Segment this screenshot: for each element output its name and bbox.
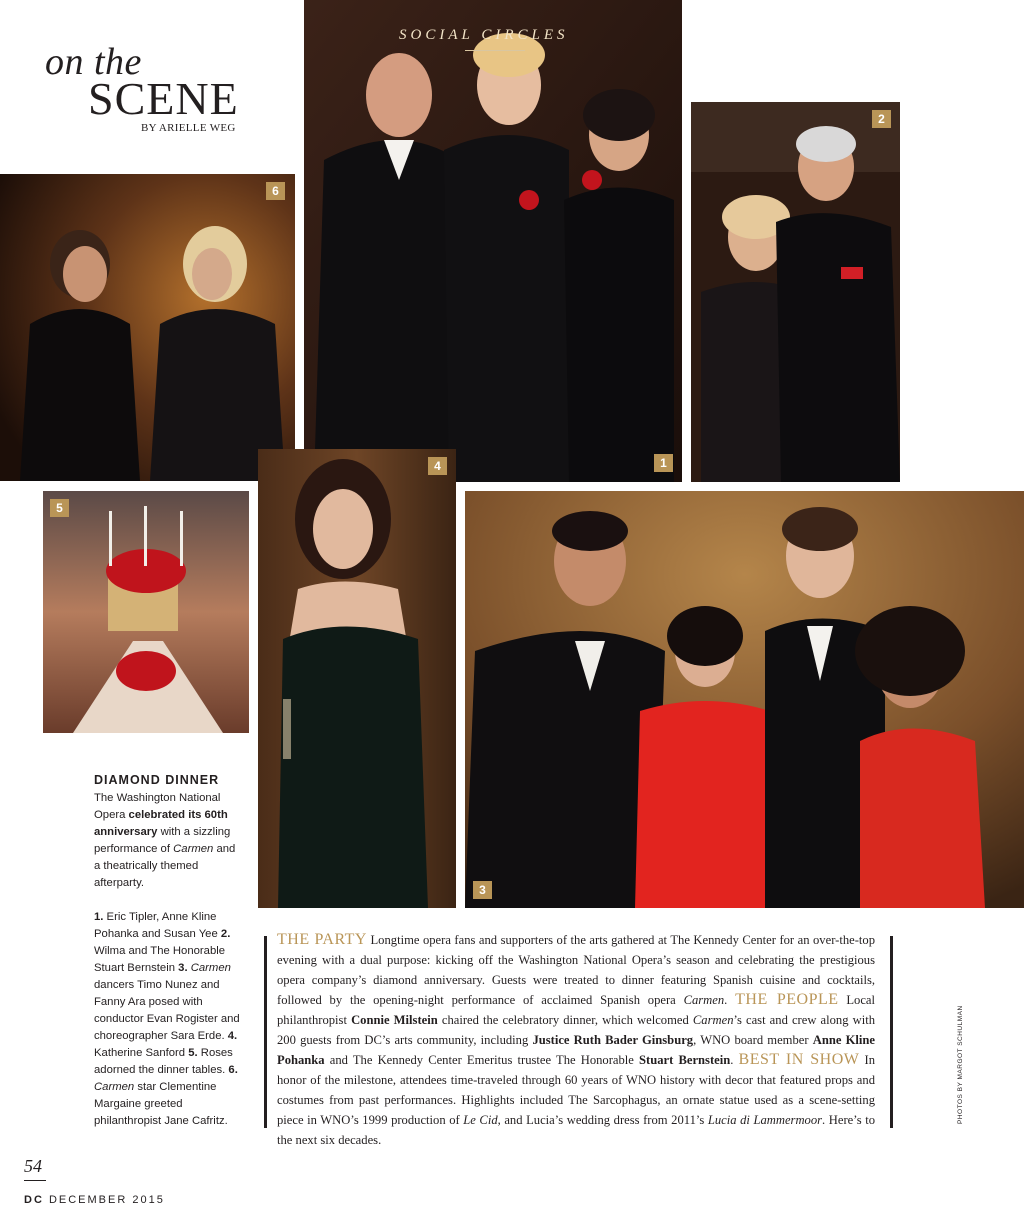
photo-captions: 1. Eric Tipler, Anne Kline Pohanka and Susan Yee 2. Wilma and The Honorable Stuart Bernstein 3. Carmen dancers Timo Nunez and Fanny Ara posed with conductor Evan Rogister and choreographer Sara Erde. 4. Katherine Sanford 5. Roses adorned the dinner tables. 6. Carmen star Clementine Margaine greeted philanthropist Jane Cafritz. <box>94 911 240 1127</box>
kicker-rule <box>465 50 525 51</box>
lead-the-party: THE PARTY <box>277 931 367 948</box>
photo-5-badge: 5 <box>50 499 69 517</box>
photo-4-badge: 4 <box>428 457 447 475</box>
article-rule-left <box>264 936 267 1128</box>
photo-1-badge: 1 <box>654 454 673 472</box>
photo-2-badge: 2 <box>872 110 891 128</box>
photo-credit: PHOTOS BY MARGOT SCHULMAN <box>957 1005 964 1124</box>
photo-6-badge: 6 <box>266 182 285 200</box>
photo-6 <box>0 174 295 481</box>
article-rule-right <box>890 936 893 1128</box>
photo-4 <box>258 449 456 908</box>
lead-the-people: THE PEOPLE <box>735 991 839 1008</box>
folio-rule <box>24 1180 46 1181</box>
byline: BY ARIELLE WEG <box>141 122 236 134</box>
article-body: THE PARTY Longtime opera fans and supporters of the arts gathered at The Kennedy Center for an over-the-top evening with a dual purpose: kicking off the Washington National Opera’s season and celebrating the prestigious opera company’s diamond anniversary. Guests were treated to dinner featuring Spanish cuisine and cocktails, followed by the opening-night performance of acclaimed Spanish opera Carmen. THE PEOPLE Local philanthropist Connie Milstein chaired the celebratory dinner, which welcomed Carmen’s cast and crew along with 200 guests from DC’s arts community, including Justice Ruth Bader Ginsburg, WNO board member Anne Kline Pohanka and The Kennedy Center Emeritus trustee The Honorable Stuart Bernstein. BEST IN SHOW In honor of the milestone, attendees time-traveled through 60 years of WNO history with decor that featured props and costumes from past performances. Highlights included The Sarcophagus, an ornate statue used as a scene-setting piece in WNO’s 1999 production of Le Cid, and Lucia’s wedding dress from 2011’s Lucia di Lammermoor. Here’s to the next six decades. <box>277 931 876 1147</box>
sidebar-body: The Washington National Opera celebrated its 60th anniversary with a sizzling performance of Carmen and a theatrically themed afterparty. <box>94 792 236 889</box>
photo-5 <box>43 491 249 733</box>
photo-1 <box>304 0 682 482</box>
page-number: 54 <box>24 1156 42 1176</box>
section-kicker: SOCIAL CIRCLES <box>399 27 569 43</box>
photo-2 <box>691 102 900 482</box>
header-on-the: on the <box>45 41 142 83</box>
lead-best-in-show: BEST IN SHOW <box>738 1051 860 1068</box>
header-scene: SCENE <box>88 73 239 124</box>
photo-3-badge: 3 <box>473 881 492 899</box>
magazine-footer: DC DECEMBER 2015 <box>24 1194 165 1206</box>
photo-3 <box>465 491 1024 908</box>
sidebar-heading: DIAMOND DINNER <box>94 773 220 787</box>
